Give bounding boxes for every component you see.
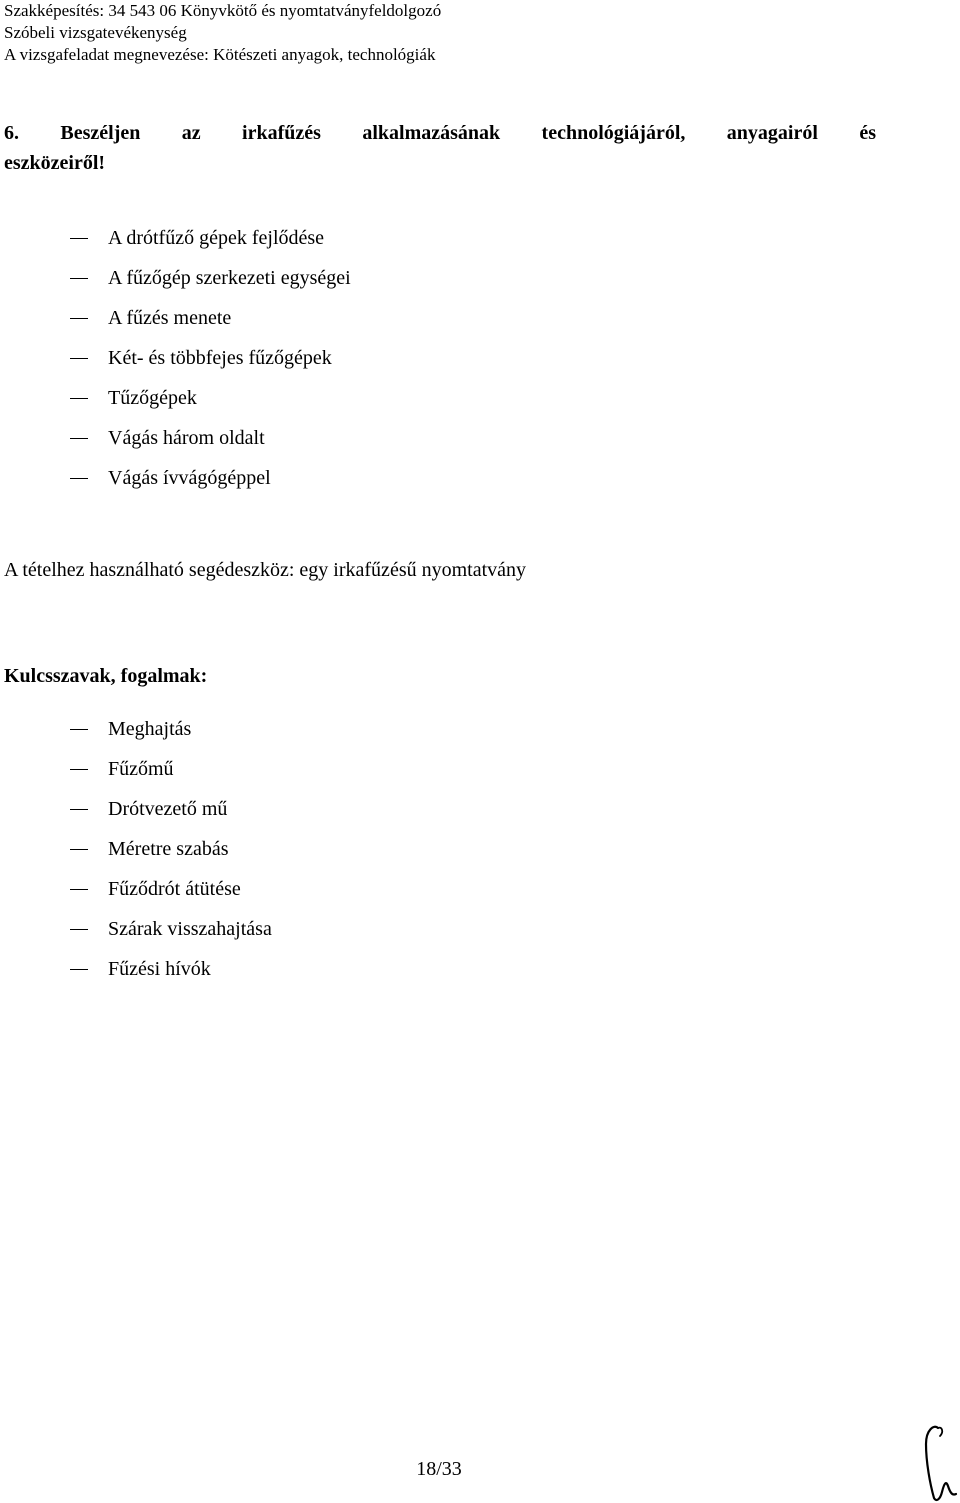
dash-bullet xyxy=(70,809,88,810)
list-item-text: Szárak visszahajtása xyxy=(108,918,272,940)
list-item-text: A drótfűző gépek fejlődése xyxy=(108,227,325,249)
dash-bullet xyxy=(70,969,88,970)
question-word: anyagairól xyxy=(726,122,818,144)
page-header xyxy=(4,0,441,66)
page-number: 18/33 xyxy=(416,1458,462,1480)
dash-bullet xyxy=(70,889,88,890)
dash-bullet xyxy=(70,438,88,439)
question-word: az xyxy=(181,122,201,144)
list-item-text: Drótvezető mű xyxy=(108,798,228,820)
list-item-text: Vágás ívvágógéppel xyxy=(108,467,271,489)
list-item-text: Vágás három oldalt xyxy=(108,427,265,449)
dash-bullet xyxy=(70,478,88,479)
list-item-text: Fűződrót átütése xyxy=(108,878,241,900)
list-item-text: A fűzőgép szerkezeti egységei xyxy=(108,267,351,289)
list-item-text: Tűzőgépek xyxy=(108,387,197,409)
dash-bullet xyxy=(70,929,88,930)
list-item-text: Méretre szabás xyxy=(108,838,229,860)
question-word: és xyxy=(859,122,876,144)
dash-bullet xyxy=(70,278,88,279)
aid-text: A tételhez használható segédeszköz: egy irkafűzésű nyomtatvány xyxy=(4,559,527,581)
keywords-title: Kulcsszavak, fogalmak: xyxy=(4,665,208,687)
question-word: 6. xyxy=(4,122,19,144)
dash-bullet xyxy=(70,238,88,239)
question-title xyxy=(4,118,876,178)
question-word: alkalmazásának xyxy=(362,122,501,144)
dash-bullet xyxy=(70,849,88,850)
question-line-1 xyxy=(4,118,876,148)
dash-bullet xyxy=(70,398,88,399)
list-item-text: Fűzőmű xyxy=(108,758,174,780)
header-qualification: Szakképesítés: 34 543 06 Könyvkötő és nyomtatványfeldolgozó xyxy=(4,1,442,20)
signature-mark xyxy=(918,1422,960,1503)
dash-bullet xyxy=(70,318,88,319)
list-item-text: Két- és többfejes fűzőgépek xyxy=(108,347,332,369)
list-item-text: Fűzési hívók xyxy=(108,958,211,980)
question-word: Beszéljen xyxy=(60,122,141,144)
dash-bullet xyxy=(70,729,88,730)
list-item-text: Meghajtás xyxy=(108,718,192,740)
list-item-text: A fűzés menete xyxy=(108,307,232,329)
question-word: technológiájáról, xyxy=(541,122,686,144)
header-exam-activity: Szóbeli vizsgatevékenység xyxy=(4,23,187,42)
dash-bullet xyxy=(70,358,88,359)
header-task-name: A vizsgafeladat megnevezése: Kötészeti anyagok, technológiák xyxy=(4,45,436,64)
question-word: irkafűzés xyxy=(242,122,321,144)
question-line-2: eszközeiről! xyxy=(4,152,106,174)
dash-bullet xyxy=(70,769,88,770)
